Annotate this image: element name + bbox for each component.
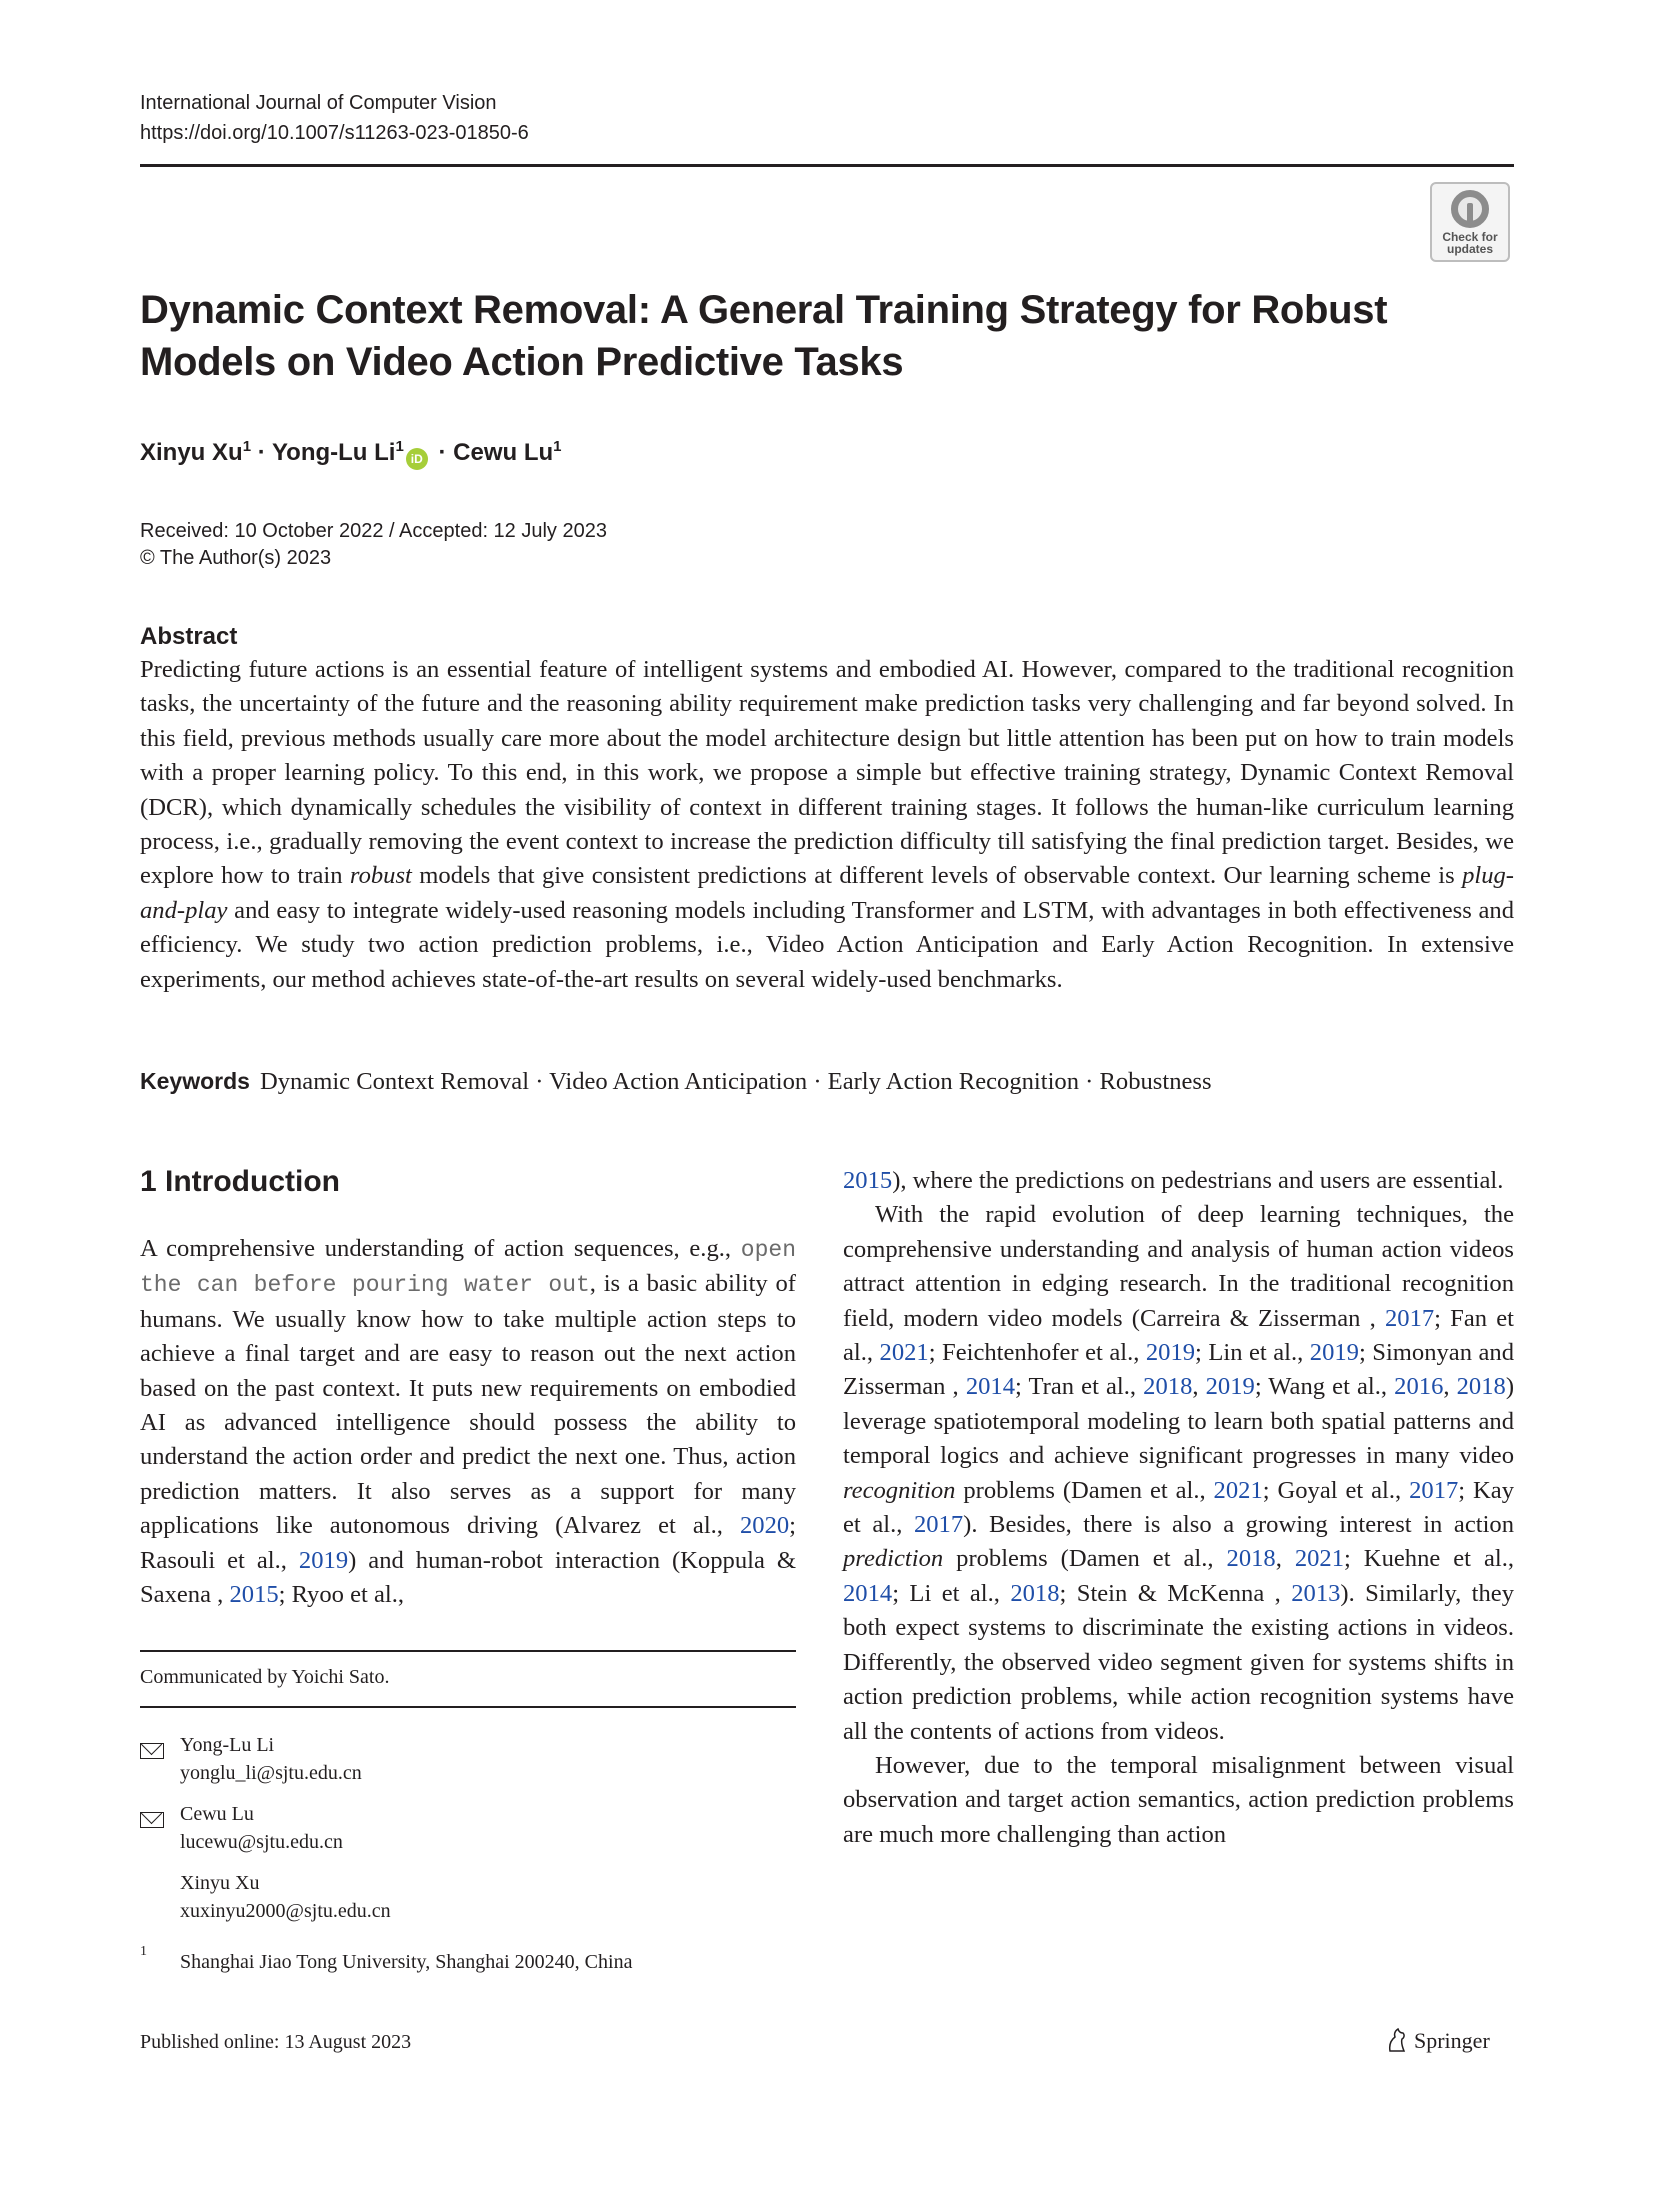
contact-entry — [180, 1731, 362, 1787]
citation-link[interactable]: 2015 — [229, 1581, 279, 1609]
received-dates: Received: 10 October 2022 / Accepted: 12 July 2023 — [140, 520, 607, 542]
doi-link[interactable]: https://doi.org/10.1007/s11263-023-01850-6 — [140, 122, 529, 144]
citation-link[interactable]: 2021 — [1213, 1476, 1263, 1504]
citation-link[interactable]: 2019 — [1145, 1339, 1196, 1367]
citation-link[interactable]: 2017 — [1384, 1304, 1435, 1332]
citation-link[interactable]: 2021 — [879, 1339, 929, 1367]
affiliation-number: 1 — [140, 1944, 147, 1959]
intro-left-column: A comprehensive understanding of action sequences, e.g., open the can before pouring water out, is a basic ability of humans. We usually know how to take multiple action steps to achieve a final target and are easy to reason out the next action based on the past context. It puts new requirements on embodied AI as advanced intelligence should possess the ability to understand the action order and predict the next one. Thus, action prediction matters. It also serves as a support for many applications like autonomous driving (Alvarez et al., 2020; Rasouli et al., 2019) and human-robot interaction (Koppula & Saxena , 2015; Ryoo et al., — [140, 1235, 796, 1609]
citation-link[interactable]: 2014 — [965, 1373, 1015, 1401]
author-affil-mark: 1 — [553, 438, 562, 455]
citation-link[interactable]: 2018 — [1010, 1579, 1060, 1607]
paragraph: However, due to the temporal misalignment between visual observation and target action semantics, action prediction problems are much more challenging than action — [843, 1751, 1514, 1848]
paragraph: 2015), where the predictions on pedestrians and users are essential. — [843, 1167, 1504, 1194]
journal-name: International Journal of Computer Vision — [140, 92, 497, 114]
contact-email[interactable]: yonglu_li@sjtu.edu.cn — [180, 1762, 362, 1784]
citation-link[interactable]: 2017 — [913, 1511, 964, 1539]
journal-header — [140, 88, 529, 148]
communicated-by: Communicated by Yoichi Sato. — [140, 1666, 390, 1688]
paper-title: Dynamic Context Removal: A General Training Strategy for Robust Models on Video Action Predictive Tasks — [140, 288, 1388, 384]
citation-link[interactable]: 2015 — [843, 1167, 893, 1194]
crossmark-icon — [1451, 190, 1489, 228]
citation-link[interactable]: 2013 — [1291, 1579, 1341, 1607]
citation-link[interactable]: 2018 — [1226, 1545, 1276, 1573]
abstract-text: Predicting future actions is an essential feature of intelligent systems and embodied AI. However, compared to the traditional recognition tasks, the uncertainty of the future and the reasoning ability requirement make prediction tasks very challenging and far beyond solved. In this field, previous methods usually care more about the model architecture design but little attention has been put on how to train models with a proper learning policy. To this end, in this work, we propose a simple but effective training strategy, Dynamic Context Removal (DCR), which dynamically schedules the visibility of context in different training stages. It follows the human-like curriculum learning process, i.e., gradually removing the event context to increase the prediction difficulty till satisfying the final prediction target. Besides, we explore how to train robust models that give consistent predictions at different levels of observable context. Our learning scheme is plug-and-play and easy to integrate widely-used reasoning models including Transformer and LSTM, with advantages in both effectiveness and efficiency. We study two action prediction problems, i.e., Video Action Anticipation and Early Action Recognition. In extensive experiments, our method achieves state-of-the-art results on several widely-used benchmarks. — [140, 656, 1514, 993]
publisher-name: Springer — [1414, 2028, 1490, 2053]
footnote-divider — [140, 1650, 796, 1652]
published-date: Published online: 13 August 2023 — [140, 2031, 412, 2053]
header-divider — [140, 164, 1514, 167]
author-name[interactable]: Cewu Lu — [453, 439, 554, 466]
author-affil-mark: 1 — [242, 438, 252, 455]
envelope-icon[interactable] — [140, 1743, 164, 1759]
contact-entry — [180, 1869, 391, 1925]
paragraph: With the rapid evolution of deep learning techniques, the comprehensive understanding and analysis of human action videos attract attention in edging research. In the traditional recognition field, modern video models (Carreira & Zisserman , 2017; Fan et al., 2021; Feichtenhofer et al., 2019; Lin et al., 2019; Simonyan and Zisserman , 2014; Tran et al., 2018, 2019; Wang et al., 2016, 2018) leverage spatiotemporal modeling to learn both spatial patterns and temporal logics and achieve significant progresses in many video recognition problems (Damen et al., 2021; Goyal et al., 2017; Kay et al., 2017). Besides, there is also a growing interest in action prediction problems (Damen et al., 2018, 2021; Kuehne et al., 2014; Li et al., 2018; Stein & McKenna , 2013). Similarly, they both expect systems to discriminate the existing actions in videos. Differently, the observed video segment given for systems shifts in action prediction problems, while action recognition systems have all the contents of actions from videos. — [843, 1201, 1515, 1745]
citation-link[interactable]: 2016 — [1394, 1373, 1444, 1401]
footnote-divider — [140, 1706, 796, 1708]
author-name[interactable]: Xinyu Xu — [140, 439, 243, 466]
citation-link[interactable]: 2019 — [1205, 1373, 1255, 1401]
citation-link[interactable]: 2018 — [1143, 1373, 1193, 1401]
check-for-updates-badge[interactable] — [1430, 182, 1510, 262]
publisher-logo — [1386, 2026, 1490, 2056]
author-separator: · — [438, 439, 447, 466]
envelope-icon[interactable] — [140, 1812, 164, 1828]
citation-link[interactable]: 2021 — [1294, 1545, 1345, 1573]
author-affil-mark: 1 — [395, 438, 404, 455]
keywords-list: Dynamic Context Removal · Video Action Anticipation · Early Action Recognition · Robustness — [259, 1068, 1212, 1095]
author-separator: · — [257, 439, 266, 466]
keywords — [140, 1064, 1212, 1099]
author-list — [140, 432, 561, 470]
check-updates-label: Check for updates — [1442, 230, 1498, 256]
contact-email[interactable]: xuxinyu2000@sjtu.edu.cn — [180, 1900, 391, 1922]
author-name[interactable]: Yong-Lu Li — [271, 439, 396, 466]
abstract-heading: Abstract — [140, 623, 238, 650]
copyright-notice: © The Author(s) 2023 — [140, 547, 332, 569]
contact-email[interactable]: lucewu@sjtu.edu.cn — [180, 1831, 343, 1853]
contact-name: Cewu Lu — [180, 1803, 254, 1825]
contact-entry — [180, 1800, 343, 1856]
affiliation: Shanghai Jiao Tong University, Shanghai 200240, China — [180, 1951, 633, 1973]
code-example: open the can before pouring water out — [140, 1237, 796, 1299]
section-heading-introduction: 1 Introduction — [140, 1165, 340, 1198]
citation-link[interactable]: 2019 — [1309, 1339, 1359, 1367]
citation-link[interactable]: 2017 — [1409, 1476, 1459, 1504]
contact-name: Yong-Lu Li — [180, 1734, 275, 1756]
contact-name: Xinyu Xu — [180, 1872, 260, 1894]
citation-link[interactable]: 2018 — [1456, 1373, 1506, 1401]
citation-link[interactable]: 2020 — [739, 1512, 790, 1540]
citation-link[interactable]: 2014 — [843, 1579, 893, 1607]
intro-right-column — [843, 1164, 1514, 1852]
springer-horse-icon — [1386, 2027, 1408, 2053]
orcid-icon[interactable]: iD — [406, 448, 428, 470]
keywords-label: Keywords — [140, 1068, 250, 1094]
citation-link[interactable]: 2019 — [298, 1546, 349, 1574]
